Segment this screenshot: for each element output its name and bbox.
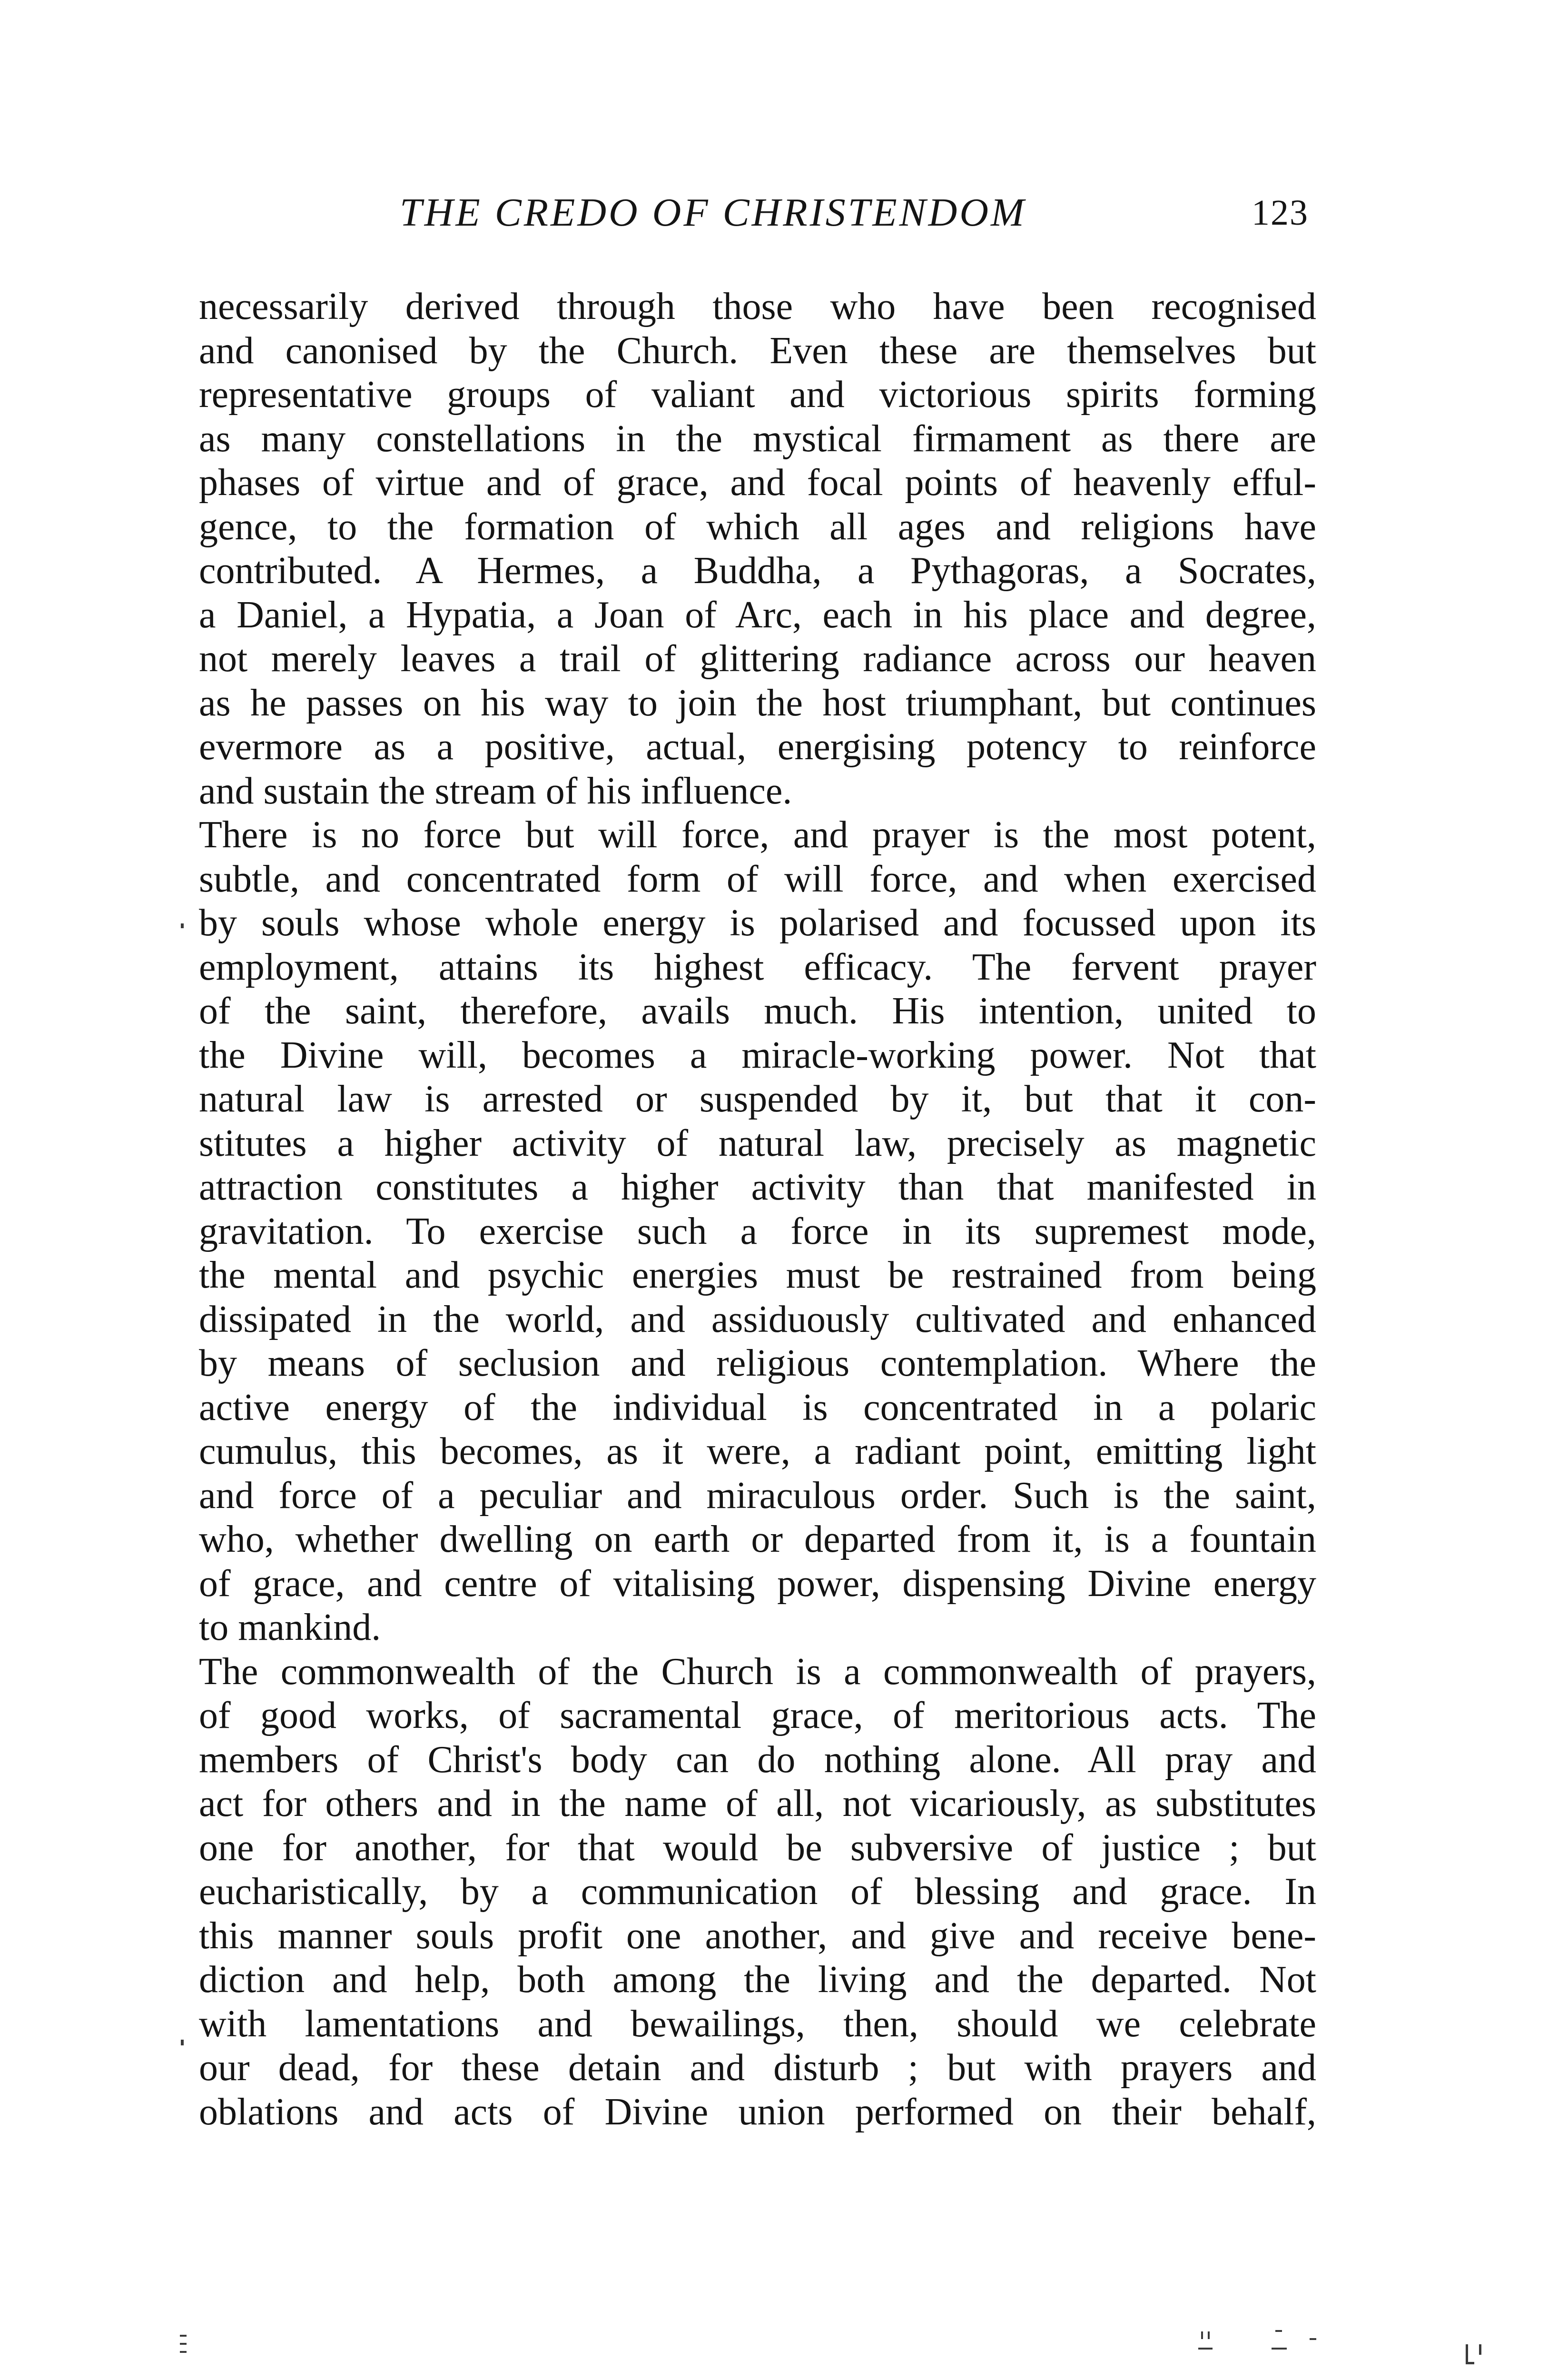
text-line: the Divine will, becomes a miracle-working power. Not that [199,1034,1316,1076]
text-line: dissipated in the world, and assiduously cultivated and enhanced [199,1298,1316,1340]
text-line: members of Christ's body can do nothing alone. All pray and [199,1738,1316,1781]
running-title: THE CREDO OF CHRISTENDOM [400,190,1026,235]
text-line: a Daniel, a Hypatia, a Joan of Arc, each in his place and degree, [199,594,1316,636]
text-line: as he passes on his way to join the host triumphant, but continues [199,682,1316,724]
scan-speck [1201,2331,1203,2339]
scan-speck [1275,2330,1282,2332]
text-line: by souls whose whole energy is polarised and focussed upon its [199,902,1316,944]
paragraph-1 [199,285,1316,813]
text-line: contributed. A Hermes, a Buddha, a Pythagoras, a Socrates, [199,550,1316,592]
scan-speck [1198,2348,1213,2350]
text-line: evermore as a positive, actual, energising potency to reinforce [199,726,1316,768]
text-line: oblations and acts of Divine union performed on their behalf, [199,2091,1316,2133]
text-line: natural law is arrested or suspended by it, but that it con- [199,1078,1316,1120]
text-line: active energy of the individual is concentrated in a polaric [199,1386,1316,1428]
text-line: act for others and in the name of all, not vicariously, as substitutes [199,1783,1316,1825]
text-line: and force of a peculiar and miraculous order. Such is the saint, [199,1474,1316,1517]
text-line: not merely leaves a trail of glittering radiance across our heaven [199,638,1316,680]
scan-speck [180,2343,187,2345]
text-line: to mankind. [199,1606,381,1648]
scan-speck [1208,2331,1210,2339]
paragraph-2 [199,813,1316,1650]
text-line: and sustain the stream of his influence. [199,770,792,812]
text-line: one for another, for that would be subversive of justice ; but [199,1826,1316,1869]
text-line: eucharistically, by a communication of blessing and grace. In [199,1871,1316,1913]
text-line: stitutes a higher activity of natural law, precisely as magnetic [199,1122,1316,1164]
text-line: cumulus, this becomes, as it were, a radiant point, emitting light [199,1430,1316,1472]
text-line: of good works, of sacramental grace, of meritorious acts. The [199,1695,1316,1736]
scan-speck [181,923,184,928]
text-line: phases of virtue and of grace, and focal points of heavenly efful- [199,462,1316,504]
scan-speck [1466,2362,1474,2364]
text-line: as many constellations in the mystical firmament as there are [199,417,1316,460]
text-line: this manner souls profit one another, and give and receive bene- [199,1914,1316,1957]
text-line: attraction constitutes a higher activity than that manifested in [199,1166,1316,1208]
text-line: by means of seclusion and religious contemplation. Where the [199,1342,1316,1384]
scan-speck [1272,2348,1287,2350]
text-line: representative groups of valiant and victorious spirits forming [199,374,1316,416]
text-line: of the saint, therefore, avails much. His intention, united to [199,990,1316,1032]
text-line: and canonised by the Church. Even these are themselves but [199,329,1316,372]
paragraph-3 [199,1650,1316,2134]
scan-speck [1479,2344,1481,2355]
text-line: subtle, and concentrated form of will force, and when exercised [199,858,1316,900]
text-line: There is no force but will force, and prayer is the most potent, [199,814,1316,856]
scan-speck [1310,2338,1316,2340]
scan-speck [1466,2344,1468,2363]
text-line: gravitation. To exercise such a force in its supremest mode, [199,1210,1316,1252]
text-line: employment, attains its highest efficacy. The fervent prayer [199,946,1316,988]
scan-speck [180,2351,187,2353]
page-number: 123 [1252,193,1309,233]
scan-speck [181,2040,184,2045]
text-line: who, whether dwelling on earth or departed from it, is a fountain [199,1518,1316,1560]
text-line: our dead, for these detain and disturb ; but with prayers and [199,2047,1316,2089]
text-line: with lamentations and bewailings, then, should we celebrate [199,2003,1316,2045]
scan-speck [180,2335,187,2337]
text-line: the mental and psychic energies must be restrained from being [199,1254,1316,1296]
body-text [199,285,1316,2134]
text-line: of grace, and centre of vitalising power, dispensing Divine energy [199,1562,1316,1605]
text-line: necessarily derived through those who have been recognised [199,286,1316,327]
text-line: The commonwealth of the Church is a commonwealth of prayers, [199,1650,1316,1693]
text-line: gence, to the formation of which all ages and religions have [199,506,1316,548]
text-line: diction and help, both among the living and the departed. Not [199,1959,1316,2001]
running-head [0,189,1568,242]
